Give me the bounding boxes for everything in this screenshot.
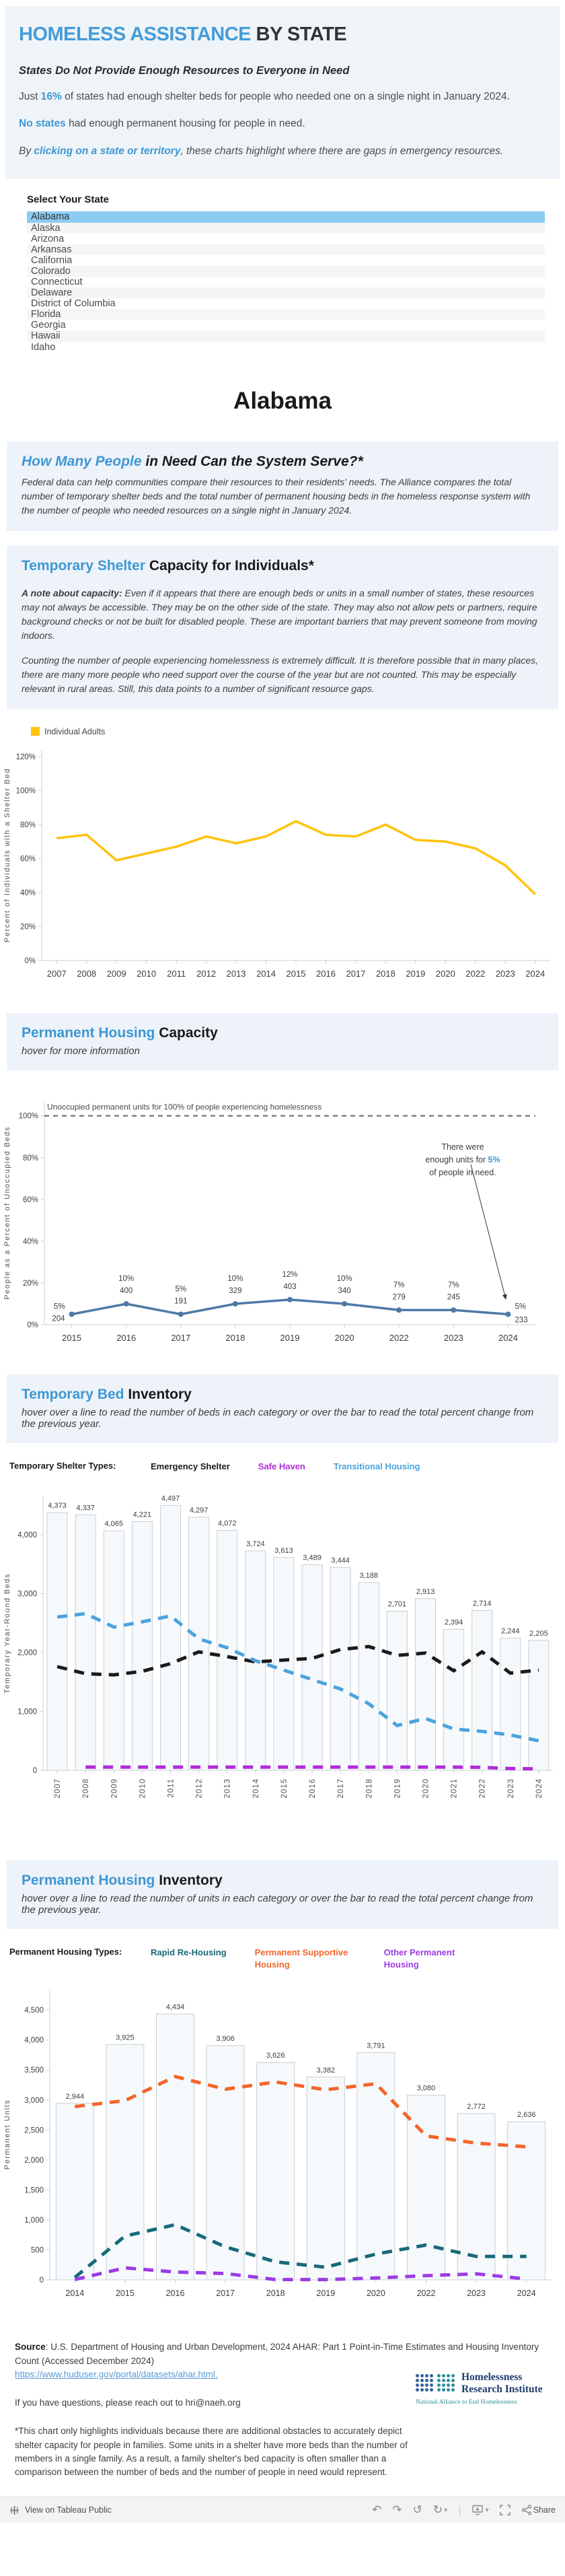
- bar-label: 3,906: [216, 2035, 235, 2044]
- individual-adults-label: Individual Adults: [44, 726, 106, 736]
- legend-item-transitional-housing[interactable]: Transitional Housing: [333, 1461, 420, 1471]
- bar-2024[interactable]: [529, 1640, 549, 1770]
- y-tick-label: 60%: [22, 1195, 38, 1204]
- x-tick-label: 2016: [316, 968, 336, 979]
- data-point[interactable]: [124, 1301, 129, 1307]
- bar-2018[interactable]: [359, 1582, 379, 1770]
- source-label: Source: [15, 2342, 46, 2353]
- intro-paragraph-1: [19, 90, 546, 104]
- x-tick-label: 2015: [280, 1778, 289, 1799]
- x-tick-label: 2013: [226, 968, 246, 979]
- x-tick-label: 2008: [77, 968, 97, 979]
- permanent-inventory-title-highlight: Permanent Housing: [22, 1873, 155, 1889]
- x-tick-label: 2019: [406, 968, 426, 979]
- point-label-pct: 10%: [227, 1274, 243, 1283]
- x-tick-label: 2009: [110, 1778, 119, 1799]
- data-point[interactable]: [342, 1301, 347, 1307]
- system-serve-title: [22, 454, 543, 470]
- bar-label: 4,497: [161, 1494, 180, 1503]
- temporary-inventory-chart[interactable]: [0, 1479, 565, 1846]
- intro-p2-suffix: had enough permanent housing for people in need.: [65, 118, 305, 130]
- y-tick-label: 4,000: [24, 2036, 44, 2045]
- y-tick-label: 0%: [27, 1321, 38, 1329]
- intro-paragraph-3: [19, 144, 546, 159]
- state-row-delaware[interactable]: Delaware: [27, 287, 545, 298]
- x-tick-label: 2018: [375, 968, 396, 979]
- intro-paragraph-2: [19, 116, 546, 131]
- x-tick-label: 2013: [223, 1778, 232, 1799]
- footer: [15, 2340, 550, 2479]
- x-tick-label: 2015: [286, 968, 306, 979]
- x-tick-label: 2020: [422, 1778, 430, 1799]
- intro-p3-suffix: , these charts highlight where there are gaps in emergency resources.: [180, 145, 504, 157]
- capacity-note-body: Even if it appears that there are enough beds or units in a small number of states, these resources may not always be accessible. They may be on the other side of the state. They may also not allow pets or partners, require background checks or not be built for disabled people. These are important barriers that may prevent someone from moving indoors.: [22, 587, 537, 641]
- bar-label: 4,221: [133, 1510, 152, 1519]
- view-on-tableau-public-label: View on Tableau Public: [25, 2505, 112, 2515]
- point-label-pct: 12%: [282, 1270, 298, 1279]
- x-tick-label: 2016: [116, 1332, 137, 1343]
- x-tick-label: 2021: [450, 1778, 459, 1799]
- bar-label: 4,373: [48, 1502, 67, 1510]
- bar-2021[interactable]: [444, 1630, 464, 1771]
- data-point[interactable]: [396, 1307, 402, 1313]
- intro-p1-highlight: 16%: [40, 91, 62, 102]
- fullscreen-icon: [500, 2505, 511, 2515]
- x-tick-label: 2017: [171, 1332, 191, 1343]
- intro-p1-prefix: Just: [19, 91, 41, 102]
- y-axis-title: Permanent Units: [3, 2099, 11, 2170]
- footnote-text: *This chart only highlights individuals because there are additional obstacles to accurately depict shelter capacity for people in families. Some units in a shelter have more beds than the number of members in a single family. As a result, a family shelter's bed capacity is often smaller than a comparison between the number of beds and the number of people in need would represent.: [15, 2426, 408, 2478]
- x-tick-label: 2009: [106, 968, 126, 979]
- permanent-inventory-panel: [7, 1860, 558, 1929]
- bar-label: 2,772: [467, 2103, 486, 2112]
- series-line-transitional-housing[interactable]: [57, 1613, 539, 1741]
- contact-text: If you have questions, please reach out to hri@naeh.org: [15, 2398, 241, 2408]
- bar-label: 3,925: [116, 2033, 135, 2042]
- point-label-pct: 7%: [448, 1280, 459, 1289]
- selected-state-heading: Alabama: [233, 387, 332, 414]
- bar-label: 3,791: [367, 2042, 385, 2050]
- x-tick-label: 2011: [167, 1778, 176, 1798]
- point-label-count: 191: [174, 1297, 188, 1306]
- bar-label: 4,434: [165, 2003, 185, 2012]
- y-tick-label: 3,000: [24, 2097, 44, 2105]
- state-row-colorado[interactable]: Colorado: [27, 266, 545, 277]
- annotation-arrow: [471, 1164, 506, 1299]
- point-label-pct: 7%: [393, 1280, 405, 1289]
- point-label-pct: 10%: [118, 1274, 135, 1283]
- x-tick-label: 2022: [478, 1778, 487, 1799]
- y-tick-label: 0%: [24, 956, 36, 965]
- capacity-note: [22, 586, 543, 643]
- intro-section: [5, 6, 560, 179]
- y-axis-title: Temporary Year-Round Beds: [3, 1573, 11, 1694]
- state-row-california[interactable]: California: [31, 254, 73, 266]
- temporary-shelter-types-legend: [9, 1461, 565, 1473]
- x-tick-label: 2018: [365, 1778, 374, 1799]
- reference-line-label: Unoccupied permanent units for 100% of people experiencing homelessness: [47, 1102, 322, 1112]
- temporary-inventory-title-highlight: Temporary Bed: [22, 1386, 124, 1402]
- point-label-count: 403: [283, 1282, 297, 1291]
- share-button[interactable]: [521, 2505, 556, 2515]
- state-row-alabama[interactable]: Alabama: [27, 211, 545, 222]
- x-tick-label: 2023: [443, 1332, 463, 1343]
- permanent-capacity-subtitle: hover for more information: [22, 1045, 140, 1057]
- y-tick-label: 1,000: [24, 2217, 44, 2225]
- y-tick-label: 4,500: [24, 2007, 44, 2015]
- x-tick-label: 2024: [517, 2289, 536, 2299]
- x-tick-label: 2022: [389, 1332, 409, 1343]
- series-line-individual-adults[interactable]: [57, 821, 535, 895]
- legend-item-rapid-re-housing[interactable]: Rapid Re-Housing: [151, 1947, 227, 1958]
- bar-2008[interactable]: [75, 1515, 96, 1771]
- page-title-highlight: HOMELESS ASSISTANCE: [19, 24, 251, 45]
- state-row-connecticut[interactable]: Connecticut: [31, 276, 83, 287]
- point-label-count: 340: [338, 1286, 351, 1295]
- bar-2019[interactable]: [387, 1611, 407, 1770]
- point-label-count: 233: [515, 1316, 528, 1325]
- x-tick-label: 2010: [139, 1778, 147, 1799]
- x-tick-label: 2007: [46, 968, 67, 979]
- shelter-capacity-chart[interactable]: [0, 739, 565, 998]
- intro-p1-suffix: of states had enough shelter beds for people who needed one on a single night in January 2024.: [61, 91, 510, 102]
- point-label-pct: 5%: [515, 1302, 527, 1311]
- x-tick-label: 2023: [506, 1778, 515, 1799]
- bar-label: 2,714: [472, 1599, 492, 1608]
- point-label-pct: 10%: [336, 1274, 352, 1283]
- legend-item-permanent-supportive-housing[interactable]: Permanent Supportive Housing: [254, 1947, 348, 1970]
- y-tick-label: 20%: [20, 923, 36, 932]
- annotation-line1: There were: [441, 1142, 484, 1152]
- x-tick-label: 2014: [65, 2289, 85, 2299]
- permanent-capacity-title: [22, 1025, 543, 1041]
- bar-2016[interactable]: [157, 2014, 194, 2280]
- bar-2016[interactable]: [302, 1565, 322, 1770]
- permanent-inventory-title-rest: Inventory: [155, 1873, 223, 1889]
- download-caret-icon: ▾: [485, 2506, 489, 2514]
- data-point[interactable]: [69, 1311, 75, 1317]
- download-icon: [472, 2505, 484, 2515]
- x-tick-label: 2017: [337, 1778, 346, 1799]
- x-tick-label: 2019: [316, 2289, 336, 2299]
- x-tick-label: 2024: [525, 968, 545, 979]
- download-button[interactable]: [472, 2505, 489, 2515]
- bar-2018[interactable]: [257, 2062, 295, 2280]
- x-tick-label: 2012: [195, 1778, 204, 1799]
- bar-label: 3,724: [246, 1540, 265, 1549]
- temporary-shelter-title-highlight: Temporary Shelter: [22, 557, 146, 573]
- bar-2020[interactable]: [416, 1599, 436, 1770]
- y-tick-label: 500: [30, 2246, 44, 2255]
- bar-label: 3,382: [316, 2066, 336, 2075]
- temporary-shelter-title: [22, 558, 543, 574]
- bar-label: 3,080: [416, 2084, 436, 2093]
- x-tick-label: 2014: [256, 968, 276, 979]
- share-label: Share: [533, 2505, 556, 2515]
- point-label-count: 245: [447, 1292, 460, 1301]
- refresh-button[interactable]: ↻ ▾: [432, 2503, 448, 2517]
- permanent-inventory-title: [22, 1873, 543, 1889]
- y-tick-label: 0: [32, 1767, 37, 1776]
- y-tick-label: 40%: [22, 1237, 38, 1246]
- bar-2015[interactable]: [106, 2045, 144, 2281]
- y-tick-label: 120%: [15, 753, 36, 761]
- legend-item-other-permanent-housing[interactable]: Other Permanent Housing: [383, 1947, 455, 1970]
- bar-label: 2,701: [387, 1600, 407, 1609]
- x-tick-label: 2020: [334, 1332, 354, 1343]
- bar-label: 4,297: [189, 1506, 209, 1515]
- y-tick-label: 3,000: [17, 1590, 37, 1599]
- bar-2015[interactable]: [274, 1558, 294, 1770]
- x-tick-label: 2019: [280, 1332, 300, 1343]
- x-tick-label: 2020: [366, 2289, 385, 2299]
- legend-caption: Permanent Housing Types:: [9, 1947, 122, 1957]
- y-axis-title: People as a Percent of Unoccupied Beds: [3, 1125, 11, 1300]
- state-row-alaska[interactable]: Alaska: [27, 223, 545, 234]
- intro-p3-prefix: By: [19, 145, 34, 157]
- bar-2011[interactable]: [161, 1506, 181, 1771]
- annotation-line2: enough units for 5%: [425, 1154, 500, 1164]
- x-tick-label: 2023: [467, 2289, 486, 2299]
- x-tick-label: 2018: [266, 2289, 285, 2299]
- bar-label: 3,626: [266, 2052, 285, 2060]
- undo-button[interactable]: ↶: [372, 2503, 382, 2517]
- bar-2014[interactable]: [56, 2103, 93, 2280]
- bar-2023[interactable]: [500, 1638, 521, 1770]
- x-tick-label: 2024: [498, 1332, 518, 1343]
- system-serve-panel: [7, 442, 558, 531]
- refresh-caret-icon: ▾: [444, 2506, 448, 2514]
- y-tick-label: 2,000: [24, 2157, 44, 2165]
- x-tick-label: 2022: [465, 968, 486, 979]
- hri-logo-tagline: National Alliance to End Homelessness: [416, 2398, 517, 2406]
- annotation-line3: of people in need.: [429, 1167, 496, 1177]
- bar-2022[interactable]: [472, 1611, 492, 1771]
- point-label-count: 400: [120, 1286, 133, 1295]
- bar-label: 3,489: [303, 1554, 322, 1562]
- x-tick-label: 2023: [495, 968, 515, 979]
- permanent-capacity-title-rest: Capacity: [155, 1024, 218, 1041]
- system-serve-body: Federal data can help communities compare their resources to their residents' needs. The Alliance compares the total number of temporary shelter beds and the total number of permanent housing beds in the homeless response system with the number of people who needed resources on a single night in January 2024.: [22, 476, 531, 516]
- state-row-georgia[interactable]: Georgia: [31, 320, 66, 331]
- bar-2010[interactable]: [132, 1522, 152, 1770]
- temporary-inventory-subtitle: hover over a line to read the number of beds in each category or over the bar to read the total percent change from the previous year.: [22, 1406, 534, 1430]
- hri-logo: [416, 2371, 550, 2407]
- bar-2009[interactable]: [104, 1531, 124, 1770]
- data-point[interactable]: [505, 1311, 511, 1317]
- y-tick-label: 4,000: [17, 1531, 37, 1540]
- fullscreen-button[interactable]: [500, 2505, 511, 2515]
- intro-p3-highlight[interactable]: clicking on a state or territory: [34, 145, 181, 157]
- y-tick-label: 80%: [22, 1154, 38, 1162]
- bar-2022[interactable]: [408, 2095, 445, 2280]
- bar-label: 4,072: [217, 1519, 237, 1528]
- individual-adults-swatch-icon: [31, 727, 40, 736]
- hri-logo-dots2-icon: [437, 2374, 456, 2393]
- legend-item-safe-haven[interactable]: Safe Haven: [258, 1461, 305, 1471]
- x-tick-label: 2016: [309, 1778, 317, 1799]
- bar-label: 4,065: [104, 1520, 124, 1529]
- reset-button[interactable]: ↺: [412, 2503, 422, 2517]
- legend-item-emergency-shelter[interactable]: Emergency Shelter: [151, 1461, 230, 1471]
- x-tick-label: 2008: [82, 1778, 91, 1799]
- temporary-inventory-title: [22, 1387, 543, 1403]
- counting-note: Counting the number of people experiencing homelessness is extremely difficult. It is therefore possible that in many places, there are many more people who need support over the course of the year but are not counted. This may be especially relevant in rural areas. Still, this data points to a number of significant resource gaps.: [22, 654, 539, 694]
- page-title: [19, 24, 546, 46]
- bar-label: 3,188: [359, 1572, 379, 1580]
- point-label-count: 329: [229, 1286, 242, 1295]
- temporary-shelter-title-rest: Capacity for Individuals*: [145, 557, 314, 573]
- tableau-toolbar: [0, 2497, 565, 2523]
- x-tick-label: 2014: [252, 1778, 260, 1799]
- state-list[interactable]: [27, 211, 545, 352]
- bar-label: 2,205: [529, 1630, 548, 1638]
- bar-2017[interactable]: [330, 1568, 350, 1770]
- bar-label: 4,337: [76, 1504, 95, 1512]
- bar-2012[interactable]: [189, 1517, 209, 1770]
- point-label-count: 279: [392, 1292, 406, 1301]
- toolbar-separator: |: [458, 2503, 461, 2517]
- bar-2019[interactable]: [307, 2077, 344, 2280]
- state-row-idaho[interactable]: Idaho: [31, 341, 56, 353]
- x-tick-label: 2012: [196, 968, 217, 979]
- y-tick-label: 2,500: [24, 2126, 44, 2135]
- system-serve-title-rest: in Need Can the System Serve?*: [141, 453, 363, 469]
- bar-2017[interactable]: [206, 2046, 244, 2280]
- point-label-pct: 5%: [53, 1302, 65, 1311]
- bar-label: 3,613: [274, 1546, 293, 1555]
- state-row-florida[interactable]: Florida: [27, 309, 545, 320]
- x-tick-label: 2017: [346, 968, 366, 979]
- permanent-housing-types-legend: [9, 1947, 565, 1970]
- data-point[interactable]: [233, 1301, 238, 1307]
- data-point[interactable]: [451, 1307, 456, 1313]
- intro-p2-highlight: No states: [19, 118, 66, 130]
- tableau-logo-icon: [9, 2505, 20, 2515]
- x-tick-label: 2018: [225, 1332, 246, 1343]
- bar-2020[interactable]: [357, 2053, 395, 2281]
- capacity-note-label: A note about capacity:: [22, 587, 122, 598]
- source-rest: : U.S. Department of Housing and Urban Development, 2024 AHAR: Part 1 Point-in-Time Estimates and Housing Inventory Count (Accessed December 2024): [15, 2342, 539, 2366]
- y-tick-label: 20%: [22, 1279, 38, 1288]
- bar-label: 2,394: [444, 1618, 463, 1627]
- y-axis-title: Percent of Individuals with a Shelter Bed: [3, 767, 11, 942]
- permanent-inventory-subtitle: hover over a line to read the number of units in each category or over the bar to read the total percent change from the previous year.: [22, 1893, 533, 1916]
- hri-logo-dots-icon: [416, 2374, 435, 2393]
- x-tick-label: 2024: [535, 1778, 543, 1799]
- x-tick-label: 2019: [393, 1778, 402, 1799]
- permanent-inventory-chart[interactable]: [0, 1977, 565, 2322]
- temporary-inventory-panel: [7, 1374, 558, 1443]
- y-tick-label: 2,000: [17, 1649, 37, 1658]
- state-selector: [27, 194, 543, 352]
- shelter-capacity-legend[interactable]: [31, 727, 565, 736]
- data-point[interactable]: [287, 1296, 293, 1302]
- y-tick-label: 1,500: [24, 2186, 44, 2195]
- permanent-capacity-chart[interactable]: [0, 1085, 565, 1360]
- temporary-inventory-title-rest: Inventory: [124, 1386, 192, 1402]
- page-title-rest: BY STATE: [251, 24, 347, 45]
- bar-label: 3,444: [331, 1556, 350, 1565]
- x-tick-label: 2015: [115, 2289, 135, 2299]
- state-row-arizona[interactable]: Arizona: [31, 233, 65, 244]
- x-tick-label: 2015: [62, 1332, 82, 1343]
- y-tick-label: 40%: [20, 889, 36, 897]
- state-row-district-of-columbia[interactable]: District of Columbia: [31, 298, 116, 310]
- state-selector-label: Select Your State: [27, 194, 109, 206]
- state-row-hawaii[interactable]: Hawaii: [27, 330, 545, 341]
- point-label-pct: 5%: [175, 1285, 187, 1294]
- bar-label: 2,244: [501, 1627, 520, 1636]
- series-line-emergency-shelter[interactable]: [57, 1646, 539, 1675]
- state-row-arkansas[interactable]: Arkansas: [27, 244, 545, 255]
- y-tick-label: 60%: [20, 855, 36, 864]
- x-tick-label: 2011: [167, 968, 186, 979]
- hri-logo-name: Homelessness Research Institute: [461, 2371, 543, 2396]
- y-tick-label: 0: [39, 2276, 44, 2285]
- x-tick-label: 2010: [137, 968, 157, 979]
- bar-label: 2,944: [65, 2093, 85, 2101]
- source-link[interactable]: https://www.huduser.gov/portal/datasets/ahar.html.: [15, 2369, 218, 2379]
- x-tick-label: 2020: [435, 968, 455, 979]
- y-tick-label: 3,500: [24, 2066, 44, 2075]
- redo-button[interactable]: ↷: [392, 2503, 402, 2517]
- bar-label: 2,636: [517, 2111, 536, 2120]
- dashboard: [0, 6, 565, 2523]
- temporary-shelter-panel: [7, 546, 558, 709]
- share-icon: [521, 2505, 532, 2515]
- point-label-count: 204: [52, 1315, 65, 1323]
- bar-2007[interactable]: [47, 1512, 67, 1770]
- permanent-capacity-title-highlight: Permanent Housing: [22, 1024, 155, 1041]
- x-tick-label: 2016: [165, 2289, 185, 2299]
- data-point[interactable]: [178, 1311, 184, 1317]
- y-tick-label: 80%: [20, 821, 36, 829]
- x-tick-label: 2007: [54, 1778, 63, 1799]
- system-serve-title-highlight: How Many People: [22, 453, 142, 469]
- permanent-capacity-panel: [7, 1013, 558, 1070]
- bar-label: 2,913: [416, 1588, 435, 1597]
- x-tick-label: 2022: [416, 2289, 436, 2299]
- x-tick-label: 2017: [216, 2289, 235, 2299]
- y-tick-label: 100%: [18, 1112, 38, 1121]
- bar-2013[interactable]: [217, 1531, 237, 1770]
- y-tick-label: 100%: [15, 787, 36, 796]
- view-on-tableau-public-button[interactable]: [9, 2505, 112, 2515]
- y-tick-label: 1,000: [17, 1708, 37, 1716]
- page-subtitle: States Do Not Provide Enough Resources to Everyone in Need: [19, 65, 350, 77]
- legend-caption: Temporary Shelter Types:: [9, 1460, 116, 1471]
